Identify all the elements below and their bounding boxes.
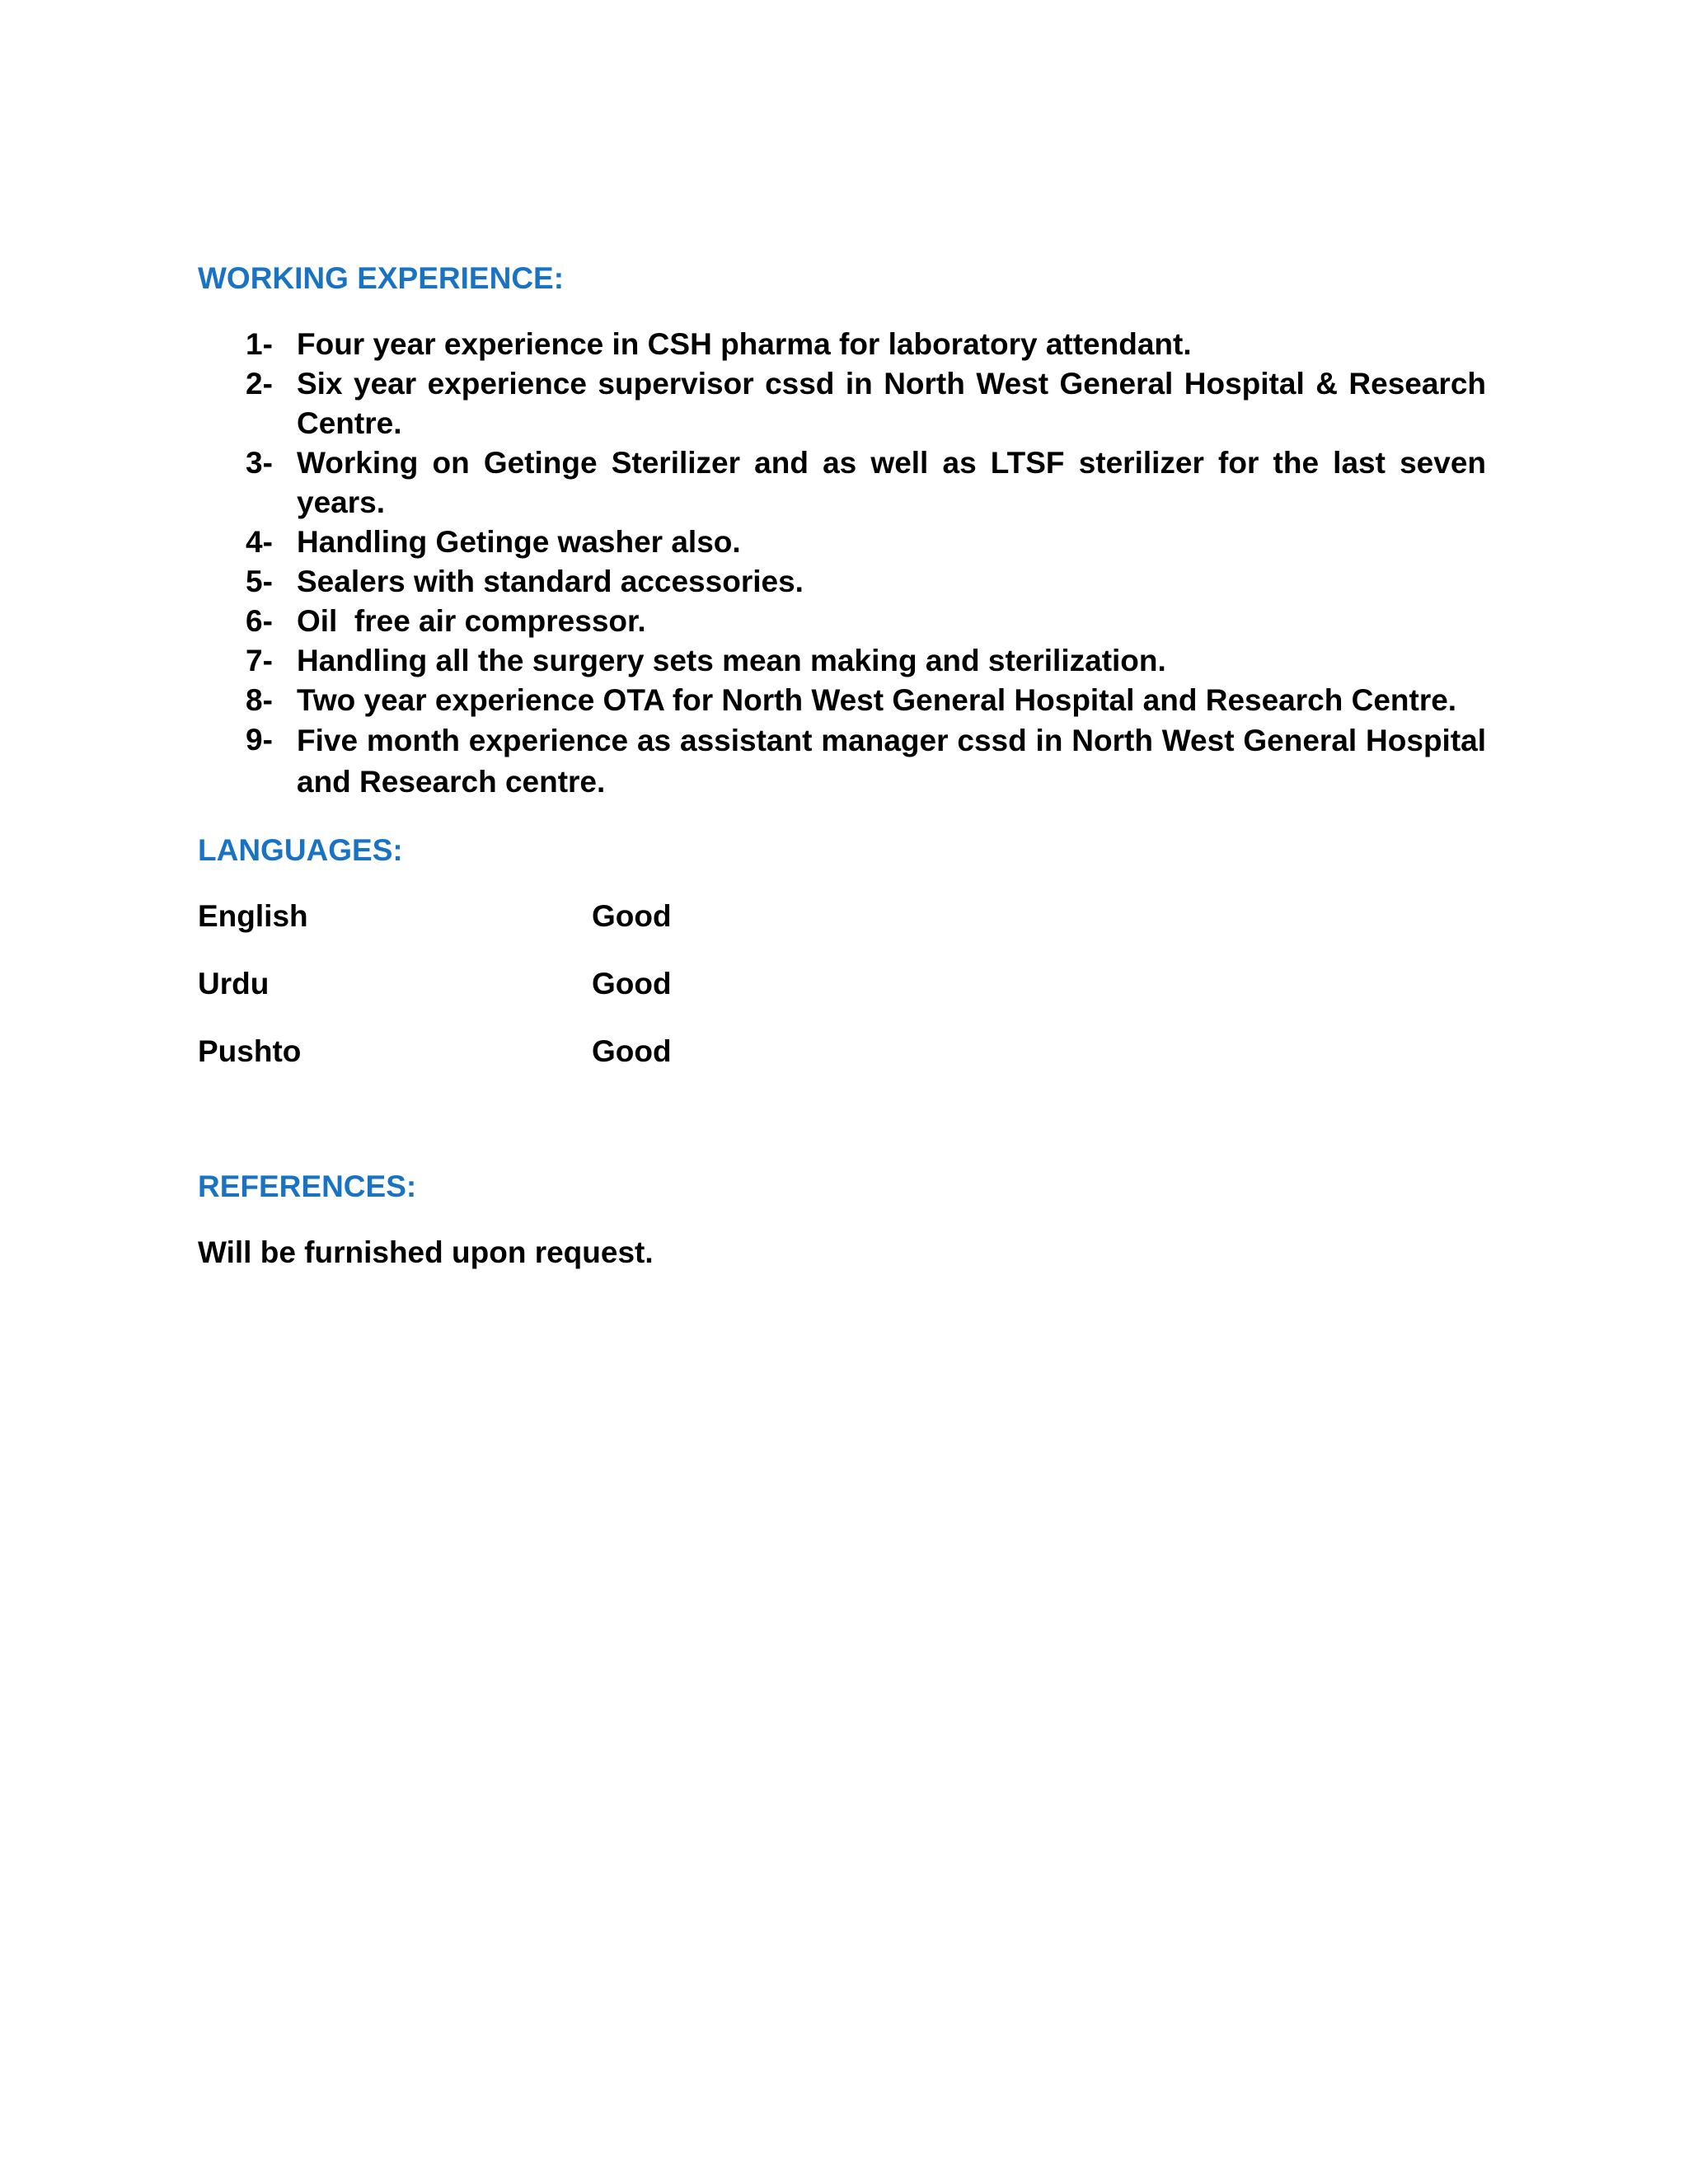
experience-item-text: Handling Getinge washer also. [297,525,741,559]
experience-item-text: Oil free air compressor. [297,604,646,638]
language-name: Urdu [198,967,270,1001]
experience-item-number: 3- [246,446,273,480]
experience-item [246,641,1486,681]
experience-item-text: Sealers with standard accessories. [297,565,804,598]
experience-item [246,720,1486,803]
experience-item-text: Five month experience as assistant manager cssd in North West General Hospital and Research centre. [297,724,1486,799]
language-row [198,964,857,1004]
experience-item [246,325,1486,364]
references-heading: REFERENCES: [198,1169,417,1203]
experience-item-number: 4- [246,525,273,559]
experience-item-text: Working on Getinge Sterilizer and as well as LTSF sterilizer for the last seven years. [297,446,1486,519]
experience-item-number: 6- [246,604,273,638]
working-experience-heading: WORKING EXPERIENCE: [198,261,565,295]
experience-list [246,325,1486,803]
experience-item-text: Two year experience OTA for North West General Hospital and Research Centre. [297,683,1457,717]
languages-heading: LANGUAGES: [198,833,403,867]
experience-item-number: 5- [246,565,273,598]
language-level: Good [592,967,672,1001]
language-name: Pushto [198,1034,302,1068]
experience-item-text: Four year experience in CSH pharma for laboratory attendant. [297,327,1192,361]
experience-item-number: 9- [246,723,273,757]
language-row [198,897,857,936]
experience-item-number: 1- [246,327,273,361]
experience-item-number: 7- [246,644,273,677]
language-row [198,1032,857,1071]
experience-item-text: Handling all the surgery sets mean making and sterilization. [297,644,1166,677]
language-level: Good [592,899,672,933]
experience-item [246,562,1486,602]
experience-item [246,681,1486,720]
experience-item-number: 8- [246,683,273,717]
experience-item [246,523,1486,562]
experience-item-text: Six year experience supervisor cssd in North West General Hospital & Research Centre. [297,367,1486,440]
experience-item [246,602,1486,641]
language-level: Good [592,1034,672,1068]
references-text: Will be furnished upon request. [198,1235,654,1269]
experience-item-number: 2- [246,367,273,401]
language-name: English [198,899,308,933]
experience-item [246,364,1486,443]
experience-item [246,443,1486,523]
